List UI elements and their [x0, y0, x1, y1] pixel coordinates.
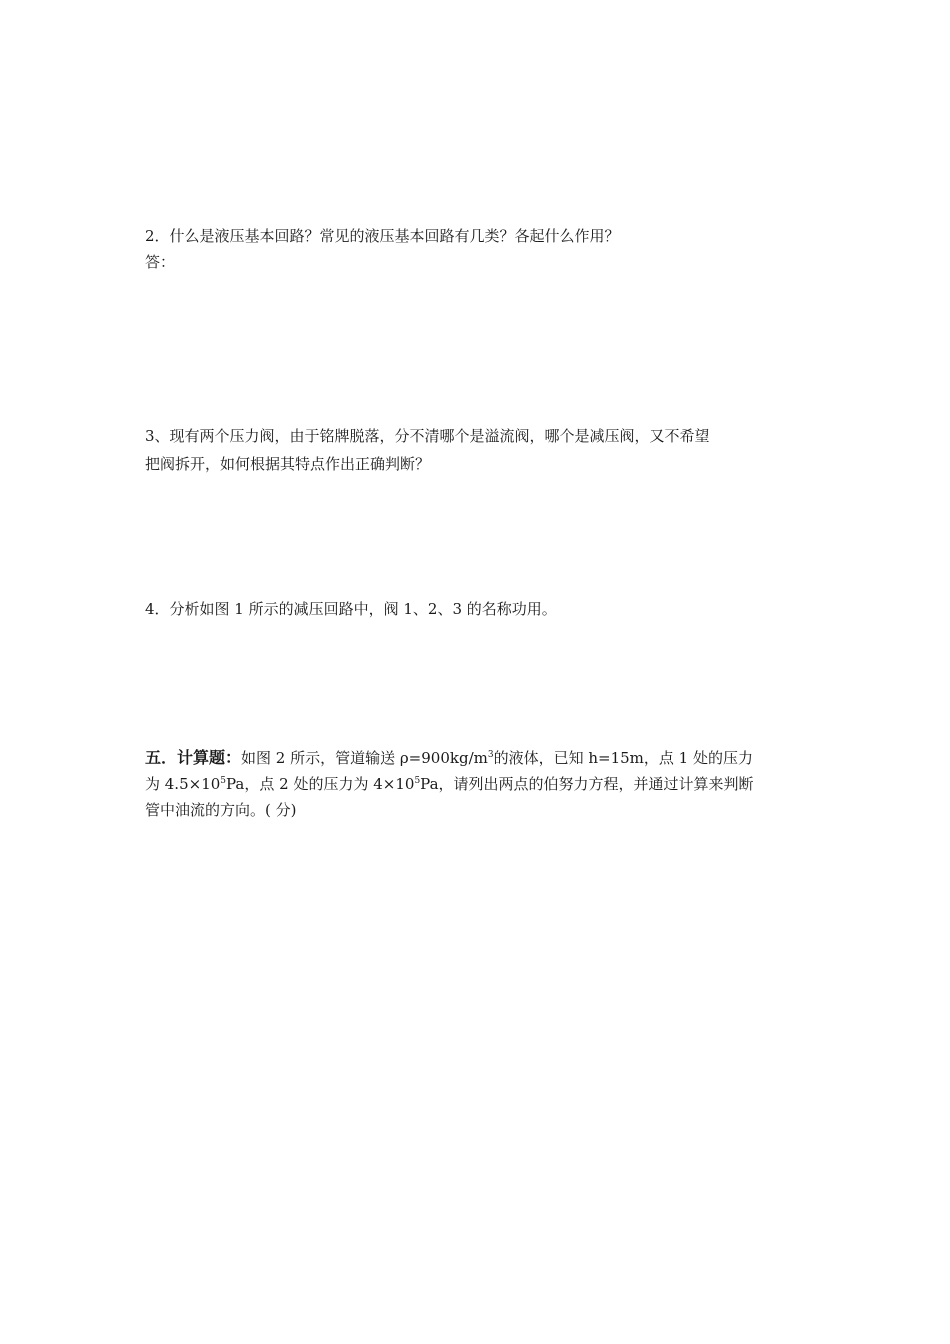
- section-5-text-2a: 为 4.5×10: [145, 775, 221, 793]
- section-5-text-1a: 如图 2 所示，管道输送 ρ=900kg/m: [241, 749, 488, 767]
- pressure-2-exponent: 5: [414, 776, 421, 786]
- section-5-title: 五．计算题：: [145, 748, 242, 767]
- section-5-text-1b: 的液体，已知 h=15m，点 1 处的压力: [493, 749, 753, 767]
- section-5-line-1: [145, 748, 753, 768]
- section-5-text-2c: Pa，请列出两点的伯努力方程，并通过计算来判断: [420, 775, 754, 793]
- answer-label: 答：: [145, 253, 176, 271]
- density-exponent: 3: [487, 750, 494, 760]
- question-3-line-2: 把阀拆开，如何根据其特点作出正确判断？: [145, 455, 431, 473]
- section-5-line-3: 管中油流的方向。( 分): [145, 801, 297, 819]
- section-5-text-2b: Pa，点 2 处的压力为 4×10: [226, 775, 415, 793]
- question-3-line-1: 3、现有两个压力阀，由于铭牌脱落，分不清哪个是溢流阀，哪个是减压阀，又不希望: [145, 427, 710, 445]
- section-5-line-2: [145, 774, 754, 794]
- pressure-1-exponent: 5: [220, 776, 227, 786]
- question-4-text: 4．分析如图 1 所示的减压回路中，阀 1、2、3 的名称功用。: [145, 600, 557, 618]
- question-2-text: 2．什么是液压基本回路？常见的液压基本回路有几类？各起什么作用？: [145, 227, 620, 245]
